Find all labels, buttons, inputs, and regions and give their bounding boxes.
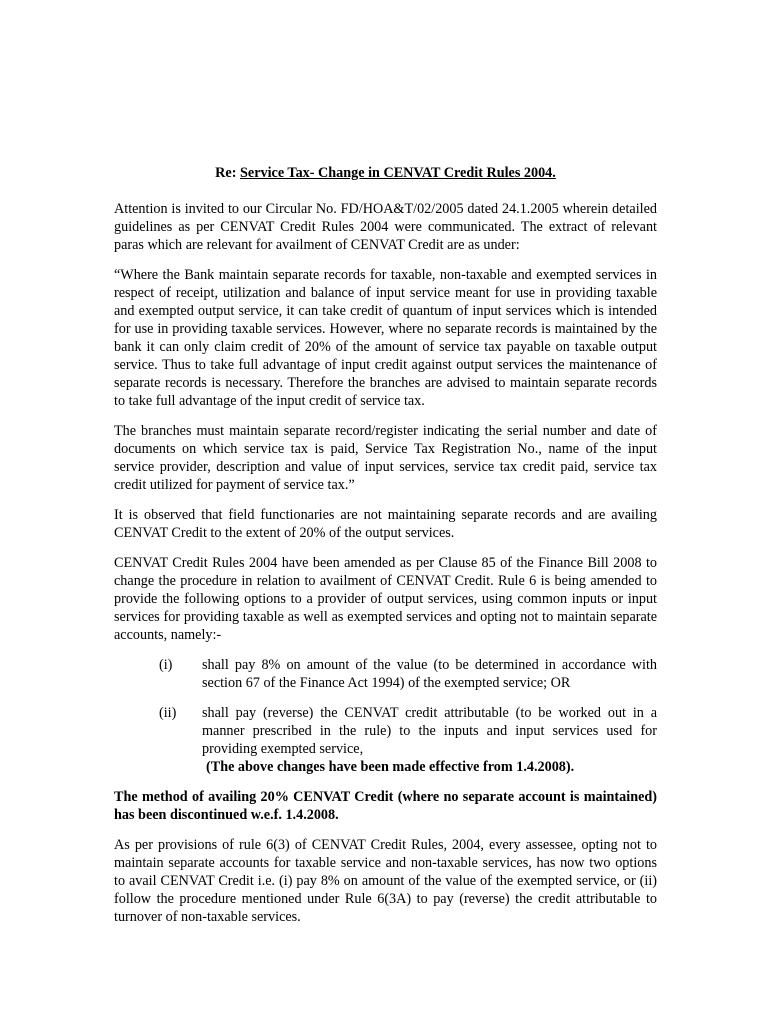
title-subject: Service Tax- Change in CENVAT Credit Rules 2004. — [240, 165, 556, 181]
list-item — [114, 704, 657, 776]
discontinued-notice: The method of availing 20% CENVAT Credit (where no separate account is maintained) has been discontinued w.e.f. 1.4.2008. — [114, 789, 657, 823]
title-prefix: Re: — [215, 165, 240, 181]
quoted-paragraph-1: “Where the Bank maintain separate records for taxable, non-taxable and exempted services in respect of receipt, utilization and balance of input service meant for use in providing taxable and exempted output service, it can take credit of quantum of input services which is intended for use in providing taxable services. However, where no separate records is maintained by the bank it can only claim credit of 20% of the amount of service tax payable on taxable output service. Thus to take full advantage of input credit against output services the maintenance of separate records is necessary. Therefore the branches are advised to maintain separate records to take full advantage of the input credit of service tax. — [114, 267, 657, 409]
rule-provisions-paragraph: As per provisions of rule 6(3) of CENVAT Credit Rules, 2004, every assessee, opting not to maintain separate accounts for taxable service and non-taxable services, has now two options to avail CENVAT Credit i.e. (i) pay 8% on amount of the value of the exempted service, or (ii) follow the procedure mentioned under Rule 6(3A) to pay (reverse) the credit attributable to turnover of non-taxable services. — [114, 837, 657, 925]
list-item-body — [202, 704, 657, 776]
amendment-paragraph: CENVAT Credit Rules 2004 have been amended as per Clause 85 of the Finance Bill 2008 to change the procedure in relation to availment of CENVAT Credit. Rule 6 is being amended to provide the following options to a provider of output services, using common inputs or input services for providing taxable as well as exempted services and opting not to maintain separate accounts, namely:- — [114, 555, 657, 643]
effective-date-note: (The above changes have been made effective from 1.4.2008). — [206, 759, 575, 775]
document-body — [114, 164, 657, 938]
quoted-paragraph-2: The branches must maintain separate record/register indicating the serial number and date of documents on which service tax is paid, Service Tax Registration No., name of the input service provider, description and value of input services, service tax credit paid, service tax credit utilized for payment of service tax.” — [114, 423, 657, 493]
document-title — [114, 164, 657, 182]
list-item-text: shall pay (reverse) the CENVAT credit attributable (to be worked out in a manner prescribed in the rule) to the inputs and input services used for providing exempted service, — [202, 705, 657, 757]
list-item-text: shall pay 8% on amount of the value (to be determined in accordance with section 67 of the Finance Act 1994) of the exempted service; OR — [202, 657, 657, 691]
list-item-number: (ii) — [159, 705, 177, 721]
list-item-number: (i) — [159, 657, 173, 673]
observation-paragraph: It is observed that field functionaries are not maintaining separate records and are availing CENVAT Credit to the extent of 20% of the output services. — [114, 507, 657, 541]
list-item — [114, 656, 657, 692]
intro-paragraph: Attention is invited to our Circular No. FD/HOA&T/02/2005 dated 24.1.2005 wherein detailed guidelines as per CENVAT Credit Rules 2004 were communicated. The extract of relevant paras which are relevant for availment of CENVAT Credit are as under: — [114, 201, 657, 253]
